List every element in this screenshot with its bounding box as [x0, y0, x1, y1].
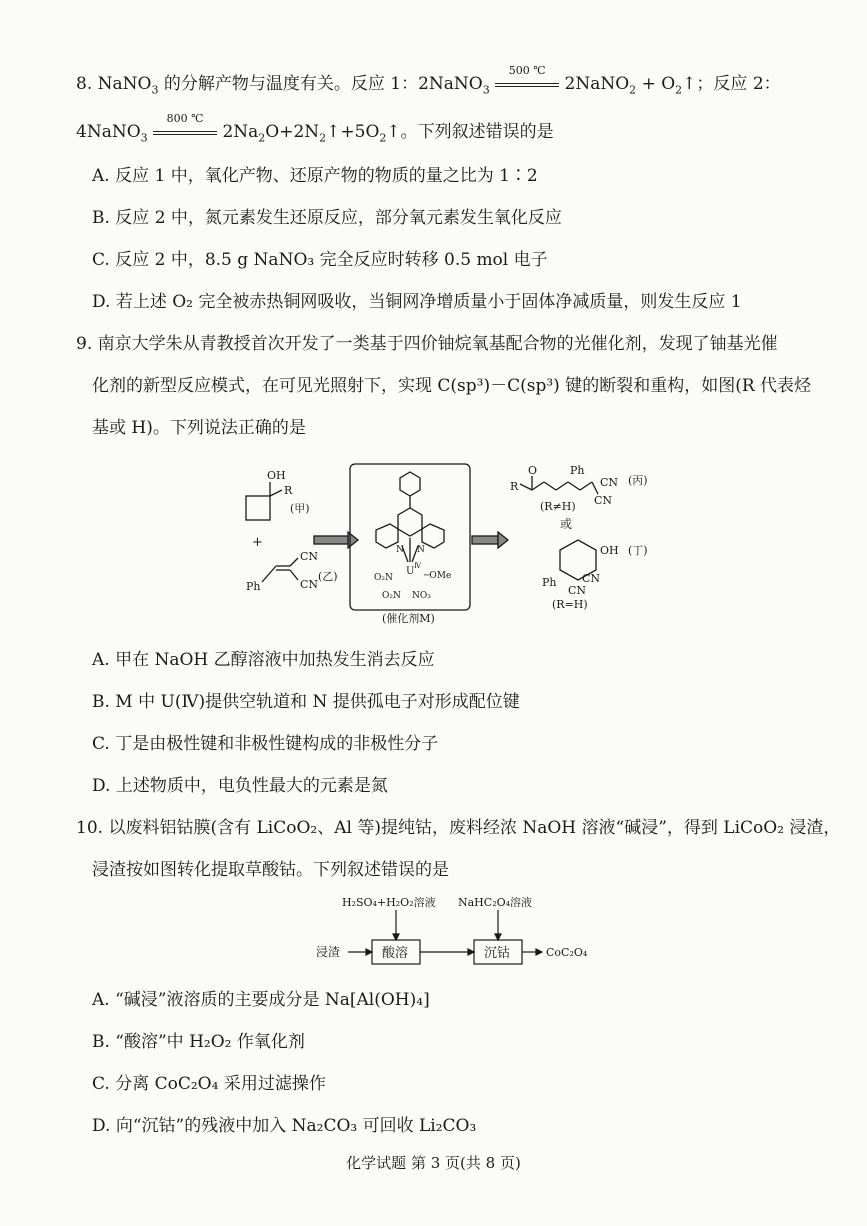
q9-option-c: C. 丁是由极性键和非极性键构成的非极性分子 — [92, 734, 439, 754]
catalyst-label: (催化剂M) — [382, 612, 435, 625]
box-1-label: 酸溶 — [382, 946, 409, 961]
q9-stem-line1: 9. 南京大学朱从青教授首次开发了一类基于四价铀烷氧基配合物的光催化剂，发现了铀基光催 — [76, 334, 778, 354]
phenyl-ring — [400, 472, 420, 496]
q8-option-b: B. 反应 2 中，氮元素发生还原反应，部分氧元素发生氧化反应 — [92, 208, 562, 228]
left-pyridine — [376, 524, 398, 548]
yi-cn-label-2: CN — [300, 578, 319, 591]
catalyst-n-label-2: N — [417, 545, 425, 555]
q9-stem-line3: 基或 H)。下列说法正确的是 — [92, 418, 306, 438]
catalyst-o2n-label-2: O₂N — [382, 591, 401, 601]
q8-stem-line1: 8. NaNO$_3$ 的分解产物与温度有关。反应 1：2NaNO$_3$ 500 ℃ 2NaNO$_2$ + $O_2↑$；反应 2： — [76, 64, 781, 97]
bing-cn-label-2: CN — [594, 494, 613, 507]
yi-label: (乙) — [318, 570, 338, 583]
q9-stem-line2: 化剂的新型反应模式，在可见光照射下，实现 C(sp³)－C(sp³) 键的断裂和重构，如图(R 代表烃 — [92, 376, 812, 396]
catalyst-box — [350, 464, 470, 610]
page-footer: 化学试题 第 3 页(共 8 页) — [346, 1154, 521, 1172]
reagent-2-label: NaHC₂O₄溶液 — [458, 896, 533, 909]
ding-cn-label-1: CN — [582, 572, 601, 585]
bing-ph-label: Ph — [570, 464, 585, 477]
process-flow-diagram — [310, 892, 610, 972]
bing-cn-label-1: CN — [600, 476, 619, 489]
q9-option-a: A. 甲在 NaOH 乙醇溶液中加热发生消去反应 — [92, 650, 435, 670]
central-pyridine — [398, 508, 422, 536]
catalyst-ome-label: ─OMe — [424, 571, 452, 581]
reaction-scheme — [230, 462, 670, 630]
catalyst-no3-label: NO₃ — [412, 591, 431, 601]
q8-option-a: A. 反应 1 中，氧化产物、还原产物的物质的量之比为 1∶2 — [92, 166, 538, 186]
bing-r-label: R — [510, 480, 519, 493]
ding-label: (丁) — [628, 544, 648, 557]
reaction-arrow-left — [314, 536, 348, 544]
q8-stem-line2: 4NaNO$_3$ 800 ℃ $2Na_2O+2N_2↑+5O_2↑$。下列叙述错误的是 — [76, 112, 554, 145]
catalyst-o2n-label-1: O₂N — [374, 573, 393, 583]
q10-option-b: B. “酸溶”中 H₂O₂ 作氧化剂 — [92, 1032, 305, 1052]
reagent-1-label: H₂SO₄+H₂O₂溶液 — [342, 896, 436, 909]
q10-option-c: C. 分离 CoC₂O₄ 采用过滤操作 — [92, 1074, 326, 1094]
q9-option-d: D. 上述物质中，电负性最大的元素是氮 — [92, 776, 388, 796]
jia-oh-label: OH — [267, 469, 286, 482]
ding-oh-label: OH — [600, 544, 619, 557]
ding-ph-label: Ph — [542, 576, 557, 589]
bing-condition: (R≠H) — [540, 500, 576, 513]
reaction-arrow-2: 800 ℃ — [153, 120, 217, 144]
box-2-label: 沉钴 — [484, 946, 511, 961]
ding-cn-label-2: CN — [568, 584, 587, 597]
q10-option-d: D. 向“沉钴”的残液中加入 Na₂CO₃ 可回收 Li₂CO₃ — [92, 1116, 477, 1136]
jia-r-label: R — [284, 484, 293, 497]
cyclobutane-ring — [246, 496, 270, 520]
catalyst-u-label: U — [406, 566, 415, 577]
q9-option-b: B. M 中 U(Ⅳ)提供空轨道和 N 提供孤电子对形成配位键 — [92, 692, 520, 712]
q8-option-d: D. 若上述 O₂ 完全被赤热铜网吸收，当铜网净增质量小于固体净减质量，则发生反应 1 — [92, 292, 742, 312]
or-label: 或 — [560, 517, 573, 531]
yi-cn-label-1: CN — [300, 550, 319, 563]
catalyst-u-oxidation-state: Ⅳ — [414, 562, 421, 570]
catalyst-n-label-1: N — [396, 545, 404, 555]
q10-stem-line1: 10. 以废料铝钴膜(含有 LiCoO₂、Al 等)提纯钴，废料经浓 NaOH 溶液“碱浸”，得到 LiCoO₂ 浸渣， — [76, 818, 841, 838]
bing-label: (丙) — [628, 474, 648, 487]
plus-sign: + — [252, 535, 263, 550]
reaction-arrow-right — [472, 536, 498, 544]
reaction-arrow-1: 500 ℃ — [495, 72, 559, 96]
q8-option-c: C. 反应 2 中，8.5 g NaNO₃ 完全反应时转移 0.5 mol 电子 — [92, 250, 548, 270]
q10-option-a: A. “碱浸”液溶质的主要成分是 Na[Al(OH)₄] — [92, 990, 430, 1010]
output-label: CoC₂O₄ — [546, 946, 588, 959]
input-label: 浸渣 — [316, 945, 341, 959]
bing-o-label: O — [528, 464, 538, 477]
yi-ph-label: Ph — [246, 580, 261, 593]
ding-condition: (R=H) — [552, 598, 588, 611]
jia-label: (甲) — [290, 502, 310, 515]
right-pyridine — [422, 524, 444, 548]
q10-stem-line2: 浸渣按如图转化提取草酸钴。下列叙述错误的是 — [92, 860, 449, 880]
